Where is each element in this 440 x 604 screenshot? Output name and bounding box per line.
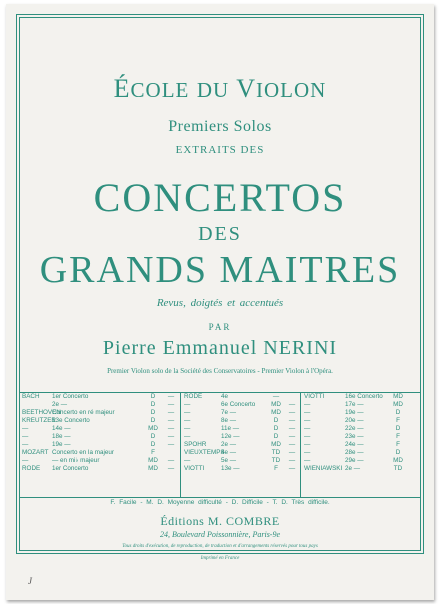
repertoire-row bbox=[20, 417, 180, 425]
author-description: Premier Violon solo de la Société des Conservatoires - Premier Violon à l'Opéra. bbox=[107, 367, 333, 375]
repertoire-row bbox=[20, 465, 180, 473]
repertoire-column-1 bbox=[20, 393, 180, 497]
repertoire-composer: — bbox=[304, 441, 311, 448]
repertoire-grade: — bbox=[288, 441, 296, 448]
repertoire-row bbox=[20, 433, 180, 441]
repertoire-work: 8e — bbox=[221, 417, 237, 424]
repertoire-key: F bbox=[396, 433, 400, 440]
repertoire-key: D bbox=[150, 401, 156, 408]
repertoire-grade: — bbox=[288, 449, 296, 456]
repertoire-composer: VIOTTI bbox=[184, 465, 205, 472]
repertoire-key: MD bbox=[393, 393, 403, 400]
repertoire-grade: — bbox=[288, 425, 296, 432]
repertoire-work: 1er Concerto bbox=[52, 393, 89, 400]
printed-in: Imprimé en France bbox=[200, 556, 240, 561]
repertoire-composer: — bbox=[22, 433, 29, 440]
repertoire-key: MD bbox=[271, 401, 281, 408]
repertoire-grade: — bbox=[167, 417, 175, 424]
repertoire-key: D bbox=[395, 409, 401, 416]
repertoire-grade: — bbox=[167, 433, 175, 440]
repertoire-key: TD bbox=[271, 457, 281, 464]
repertoire-composer: RODE bbox=[22, 465, 41, 472]
publisher-address: 24, Boulevard Poissonnière, Paris-9e bbox=[159, 530, 281, 539]
repertoire-row bbox=[301, 465, 421, 473]
repertoire-key: MD bbox=[271, 441, 281, 448]
title-des: DES bbox=[198, 223, 242, 245]
repertoire-key: D bbox=[150, 441, 156, 448]
repertoire-row bbox=[20, 457, 180, 465]
repertoire-key: D bbox=[395, 425, 401, 432]
repertoire-column-2 bbox=[180, 393, 301, 497]
repertoire-composer: — bbox=[184, 417, 191, 424]
repertoire-work: 28e — bbox=[345, 449, 364, 456]
repertoire-column-3 bbox=[300, 393, 421, 497]
repertoire-composer: — bbox=[184, 409, 191, 416]
repertoire-composer: — bbox=[22, 425, 29, 432]
repertoire-work: 11e — bbox=[221, 425, 240, 432]
repertoire-key: D bbox=[150, 409, 156, 416]
repertoire-composer: — bbox=[22, 441, 29, 448]
repertoire-row bbox=[181, 409, 301, 417]
repertoire-composer: SPOHR bbox=[184, 441, 207, 448]
repertoire-composer: — bbox=[184, 425, 191, 432]
repertoire-row bbox=[181, 433, 301, 441]
repertoire-grade: — bbox=[167, 457, 175, 464]
repertoire-composer: — bbox=[304, 417, 311, 424]
score-cover bbox=[6, 4, 434, 600]
repertoire-work: 5e — bbox=[221, 457, 237, 464]
repertoire-grade: — bbox=[288, 401, 296, 408]
repertoire-grade: — bbox=[167, 425, 175, 432]
repertoire-key: F bbox=[396, 441, 400, 448]
repertoire-row bbox=[181, 457, 301, 465]
repertoire-grade: — bbox=[288, 417, 296, 424]
repertoire-row bbox=[20, 441, 180, 449]
repertoire-grade: — bbox=[288, 457, 296, 464]
repertoire-composer: — bbox=[184, 433, 191, 440]
repertoire-row bbox=[301, 449, 421, 457]
repertoire-work: 16e Concerto bbox=[345, 393, 383, 400]
repertoire-row bbox=[301, 441, 421, 449]
repertoire-key: MD bbox=[148, 457, 158, 464]
repertoire-key: D bbox=[150, 417, 156, 424]
repertoire-grade: — bbox=[288, 409, 296, 416]
repertoire-grade: — bbox=[288, 465, 296, 472]
repertoire-work: 17e — bbox=[345, 401, 364, 408]
repertoire-composer: WIENIAWSKI bbox=[304, 465, 343, 472]
repertoire-work: 2e — bbox=[345, 465, 361, 472]
repertoire-work: 19e — bbox=[345, 409, 364, 416]
repertoire-composer: RODE bbox=[184, 393, 203, 400]
repertoire-key: MD bbox=[148, 425, 158, 432]
repertoire-row bbox=[301, 425, 421, 433]
repertoire-work: 7e — bbox=[221, 409, 237, 416]
repertoire-key: MD bbox=[148, 465, 158, 472]
repertoire-grade: — bbox=[288, 433, 296, 440]
repertoire-row bbox=[20, 401, 180, 409]
repertoire-key: MD bbox=[271, 409, 281, 416]
repertoire-grade: — bbox=[167, 401, 175, 408]
repertoire-composer: BACH bbox=[22, 393, 40, 400]
repertoire-grade: — bbox=[167, 441, 175, 448]
repertoire-key: — bbox=[272, 393, 280, 400]
repertoire-row bbox=[181, 401, 301, 409]
publisher-name: Éditions M. COMBRE bbox=[160, 514, 280, 528]
repertoire-key: F bbox=[151, 449, 155, 456]
repertoire-row bbox=[301, 409, 421, 417]
rights-notice: Tous droits d'exécution, de reproduction, de traduction et d'arrangements réservés pour tous pays bbox=[122, 544, 318, 549]
repertoire-key: D bbox=[150, 393, 156, 400]
repertoire-work: 6e Concerto bbox=[221, 401, 256, 408]
repertoire-composer: — bbox=[22, 457, 29, 464]
repertoire-composer: VIEUXTEMPS bbox=[184, 449, 225, 456]
repertoire-work: 18e — bbox=[52, 433, 71, 440]
repertoire-row bbox=[301, 401, 421, 409]
repertoire-row bbox=[181, 417, 301, 425]
repertoire-row bbox=[301, 417, 421, 425]
repertoire-work: 2e — bbox=[221, 441, 237, 448]
repertoire-key: D bbox=[395, 449, 401, 456]
repertoire-composer: — bbox=[184, 457, 191, 464]
repertoire-work: 19e — bbox=[52, 441, 71, 448]
repertoire-row bbox=[181, 441, 301, 449]
repertoire-work: 22e — bbox=[345, 425, 364, 432]
repertoire-composer: — bbox=[304, 409, 311, 416]
repertoire-key: F bbox=[396, 417, 400, 424]
repertoire-work: 12e — bbox=[221, 433, 240, 440]
repertoire-composer: — bbox=[184, 401, 191, 408]
repertoire-row bbox=[301, 393, 421, 401]
repertoire-key: TD bbox=[393, 465, 403, 472]
repertoire-work: 4e bbox=[221, 393, 229, 400]
difficulty-legend: F. Facile - M. D. Moyenne difficulté - D. Difficile - T. D. Très difficile. bbox=[110, 499, 330, 506]
repertoire-work: 20e — bbox=[345, 417, 364, 424]
repertoire-row bbox=[20, 409, 180, 417]
repertoire-row bbox=[301, 457, 421, 465]
repertoire-key: TD bbox=[271, 449, 281, 456]
title-grands-maitres: GRANDS MAITRES bbox=[39, 249, 401, 291]
repertoire-work: 1er Concerto bbox=[52, 465, 89, 472]
repertoire-grade: — bbox=[167, 393, 175, 400]
repertoire-key: D bbox=[273, 433, 279, 440]
repertoire-row bbox=[181, 449, 301, 457]
repertoire-work: 24e — bbox=[345, 441, 364, 448]
repertoire-key: MD bbox=[393, 457, 403, 464]
repertoire-key: D bbox=[150, 433, 156, 440]
repertoire-composer: MOZART bbox=[22, 449, 49, 456]
repertoire-composer: — bbox=[304, 401, 311, 408]
repertoire-work: 4e — bbox=[221, 449, 237, 456]
repertoire-composer: — bbox=[304, 425, 311, 432]
repertoire-key: F bbox=[274, 465, 278, 472]
repertoire-composer: VIOTTI bbox=[304, 393, 325, 400]
repertoire-work: 2e — bbox=[52, 401, 68, 408]
repertoire-work: Concerto en ré majeur bbox=[52, 409, 115, 416]
repertoire-grade: — bbox=[167, 465, 175, 472]
repertoire-work: 13e — bbox=[221, 465, 240, 472]
repertoire-composer: — bbox=[304, 457, 311, 464]
repertoire-row bbox=[20, 449, 180, 457]
page-mark: J bbox=[28, 576, 32, 586]
subtitle-extraits: EXTRAITS DES bbox=[175, 144, 265, 156]
edition-note: Revus, doigtés et accentués bbox=[156, 297, 284, 309]
author-name: Pierre Emmanuel NERINI bbox=[102, 337, 338, 359]
repertoire-composer: KREUTZER bbox=[22, 417, 56, 424]
series-title: ÉCOLE DU VIOLON bbox=[113, 74, 327, 103]
repertoire-composer: — bbox=[304, 449, 311, 456]
repertoire-row bbox=[20, 425, 180, 433]
repertoire-row bbox=[301, 433, 421, 441]
repertoire-work: 13e Concerto bbox=[52, 417, 90, 424]
repertoire-table bbox=[20, 392, 420, 498]
repertoire-work: 29e — bbox=[345, 457, 364, 464]
repertoire-composer: BEETHOVEN bbox=[22, 409, 61, 416]
repertoire-key: D bbox=[273, 417, 279, 424]
subtitle-premiers-solos: Premiers Solos bbox=[168, 118, 272, 135]
repertoire-key: MD bbox=[393, 401, 403, 408]
repertoire-row bbox=[20, 393, 180, 401]
repertoire-work: — en mi♭ majeur bbox=[52, 457, 100, 464]
by-label: PAR bbox=[208, 322, 232, 332]
repertoire-work: 14e — bbox=[52, 425, 71, 432]
repertoire-row bbox=[181, 465, 301, 473]
repertoire-row bbox=[181, 425, 301, 433]
title-concertos: CONCERTOS bbox=[93, 175, 347, 220]
repertoire-key: D bbox=[273, 425, 279, 432]
repertoire-work: 23e — bbox=[345, 433, 364, 440]
repertoire-grade: — bbox=[167, 409, 175, 416]
repertoire-composer: — bbox=[304, 433, 311, 440]
repertoire-row bbox=[181, 393, 301, 401]
repertoire-work: Concerto en la majeur bbox=[52, 449, 114, 456]
